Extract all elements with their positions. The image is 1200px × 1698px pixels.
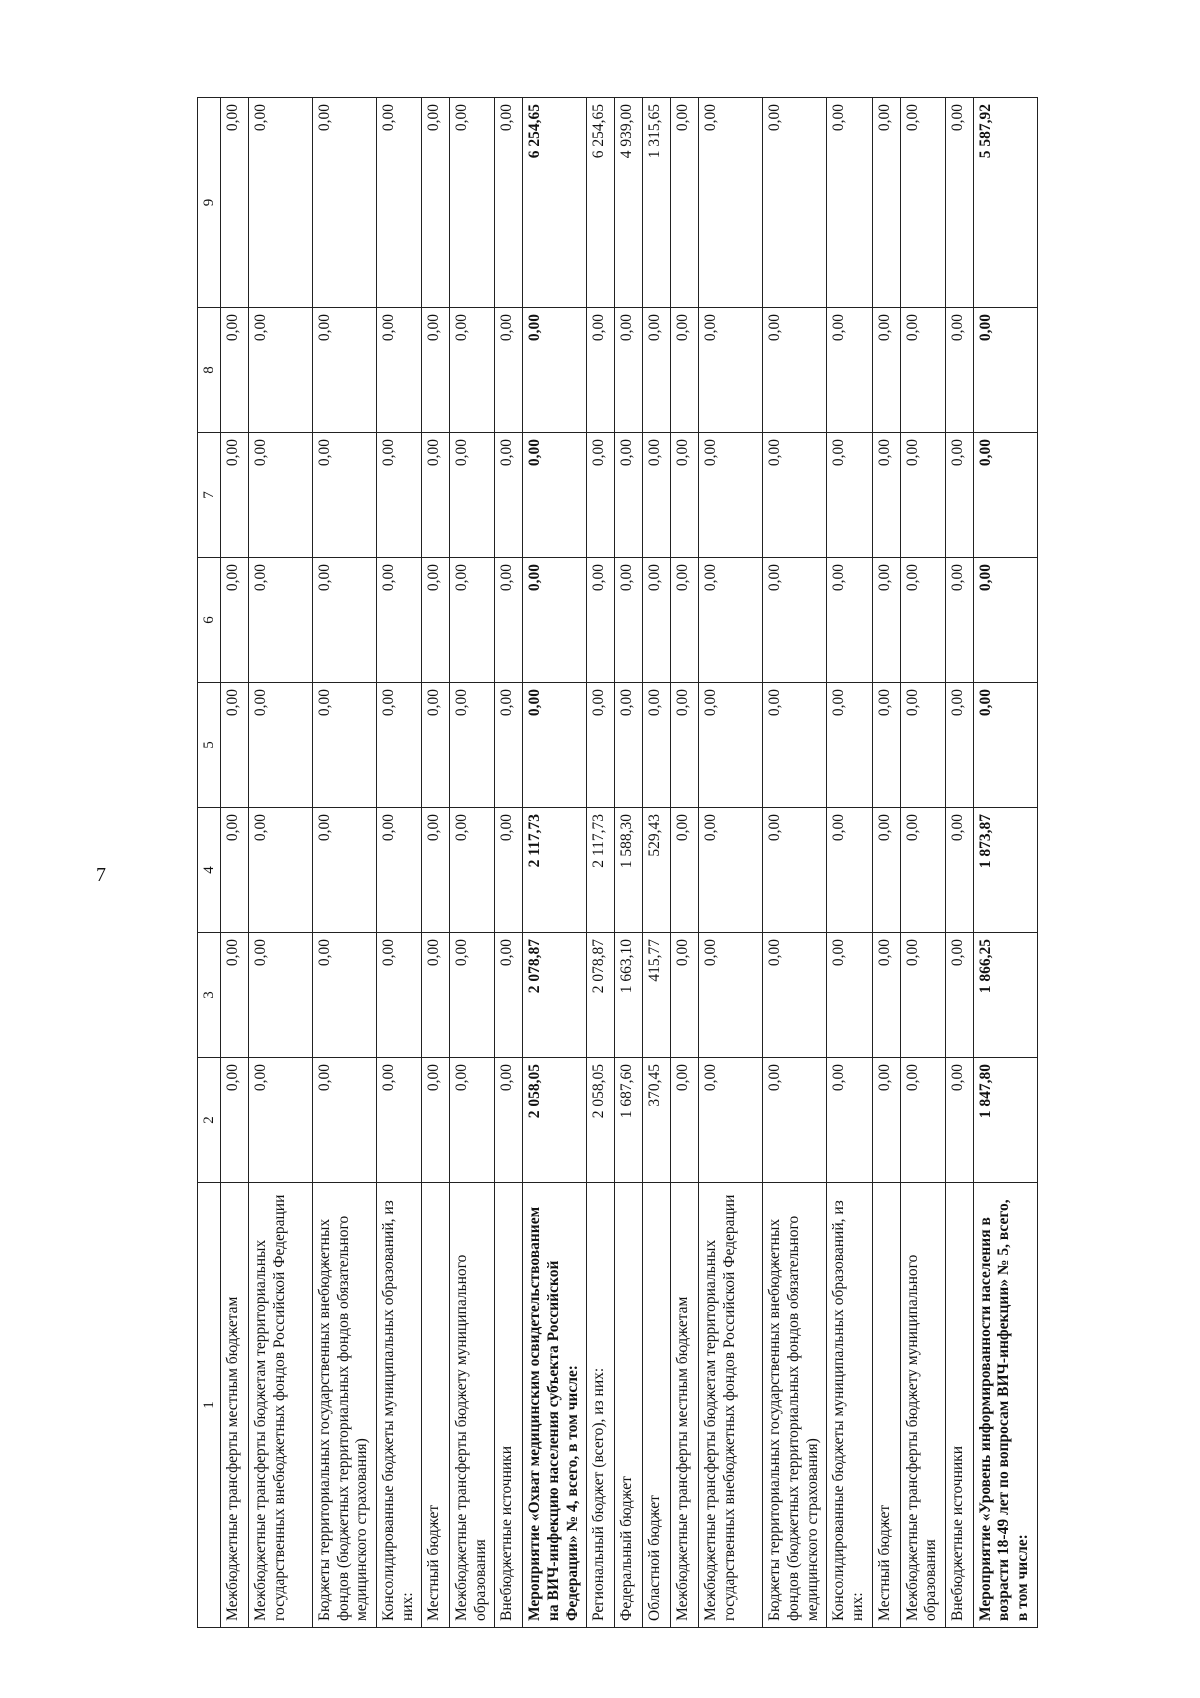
cell-value: 0,00 [377,933,422,1058]
cell-value: 4 939,00 [615,98,643,308]
cell-value: 0,00 [422,308,450,433]
row-label: Межбюджетные трансферты местным бюджетам [671,1183,699,1628]
table-row [643,98,671,1628]
cell-value: 0,00 [587,308,615,433]
cell-value: 0,00 [827,933,872,1058]
cell-value: 0,00 [763,98,827,308]
cell-value: 0,00 [900,98,945,308]
table-row [495,98,523,1628]
column-header: 2 [198,1058,221,1183]
cell-value: 0,00 [699,308,763,433]
cell-value: 0,00 [422,98,450,308]
cell-value: 0,00 [450,933,495,1058]
cell-value: 0,00 [900,683,945,808]
row-label: Бюджеты территориальных государственных внебюджетных фондов (бюджетных территориальных фондов обязательного медицинского страхования) [313,1183,377,1628]
cell-value: 0,00 [495,933,523,1058]
cell-value: 0,00 [221,683,249,808]
cell-value: 0,00 [945,98,973,308]
cell-value: 2 078,87 [523,933,587,1058]
cell-value: 0,00 [313,808,377,933]
cell-value: 0,00 [699,558,763,683]
column-header: 7 [198,433,221,558]
cell-value: 0,00 [377,308,422,433]
table-row [422,98,450,1628]
cell-value: 0,00 [221,308,249,433]
cell-value: 0,00 [450,433,495,558]
cell-value: 0,00 [699,808,763,933]
row-label: Межбюджетные трансферты бюджетам территориальных государственных внебюджетных фондов Российской Федерации [699,1183,763,1628]
cell-value: 0,00 [495,1058,523,1183]
cell-value: 0,00 [945,433,973,558]
cell-value: 0,00 [495,558,523,683]
table-row [872,98,900,1628]
cell-value: 0,00 [699,933,763,1058]
cell-value: 0,00 [699,1058,763,1183]
cell-value: 0,00 [699,683,763,808]
cell-value: 0,00 [450,98,495,308]
cell-value: 0,00 [763,433,827,558]
row-label: Межбюджетные трансферты бюджету муниципального образования [900,1183,945,1628]
cell-value: 0,00 [699,433,763,558]
cell-value: 0,00 [763,308,827,433]
cell-value: 0,00 [615,558,643,683]
cell-value: 0,00 [900,558,945,683]
column-header-row [198,98,221,1628]
cell-value: 0,00 [377,683,422,808]
cell-value: 0,00 [495,808,523,933]
cell-value: 0,00 [377,433,422,558]
cell-value: 0,00 [615,433,643,558]
cell-value: 0,00 [945,933,973,1058]
table-row [900,98,945,1628]
cell-value: 0,00 [249,98,313,308]
cell-value: 0,00 [671,558,699,683]
cell-value: 529,43 [643,808,671,933]
row-label: Местный бюджет [422,1183,450,1628]
row-label: Консолидированные бюджеты муниципальных образований, из них: [377,1183,422,1628]
cell-value: 0,00 [495,433,523,558]
row-label: Межбюджетные трансферты бюджетам территориальных государственных внебюджетных фондов Российской Федерации [249,1183,313,1628]
cell-value: 1 847,80 [973,1058,1037,1183]
column-header: 1 [198,1183,221,1628]
cell-value: 0,00 [643,558,671,683]
cell-value: 0,00 [827,1058,872,1183]
column-header: 8 [198,308,221,433]
cell-value: 0,00 [422,558,450,683]
column-header: 5 [198,683,221,808]
cell-value: 1 588,30 [615,808,643,933]
table-row [671,98,699,1628]
column-header: 9 [198,98,221,308]
cell-value: 0,00 [422,683,450,808]
cell-value: 1 873,87 [973,808,1037,933]
cell-value: 1 866,25 [973,933,1037,1058]
row-label: Межбюджетные трансферты бюджету муниципального образования [450,1183,495,1628]
cell-value: 6 254,65 [523,98,587,308]
table-row [587,98,615,1628]
cell-value: 0,00 [523,683,587,808]
cell-value: 0,00 [827,558,872,683]
cell-value: 0,00 [643,433,671,558]
cell-value: 0,00 [313,433,377,558]
cell-value: 0,00 [945,808,973,933]
cell-value: 0,00 [973,683,1037,808]
cell-value: 0,00 [671,933,699,1058]
cell-value: 0,00 [523,433,587,558]
cell-value: 0,00 [377,558,422,683]
cell-value: 0,00 [827,683,872,808]
row-label: Консолидированные бюджеты муниципальных образований, из них: [827,1183,872,1628]
table-row [827,98,872,1628]
cell-value: 0,00 [450,1058,495,1183]
cell-value: 0,00 [827,433,872,558]
cell-value: 0,00 [615,308,643,433]
cell-value: 0,00 [221,933,249,1058]
cell-value: 0,00 [827,98,872,308]
page-number: 7 [96,864,106,886]
row-label: Мероприятие «Уровень информированности населения в возрасти 18-49 лет по вопросам ВИЧ-инфекции» № 5, всего, в том числе: [973,1183,1037,1628]
cell-value: 0,00 [221,98,249,308]
cell-value: 0,00 [313,1058,377,1183]
table-row [313,98,377,1628]
cell-value: 0,00 [587,558,615,683]
cell-value: 0,00 [671,1058,699,1183]
row-label: Бюджеты территориальных государственных внебюджетных фондов (бюджетных территориальных фондов обязательного медицинского страхования) [763,1183,827,1628]
cell-value: 5 587,92 [973,98,1037,308]
table-row [249,98,313,1628]
cell-value: 0,00 [221,808,249,933]
column-header: 4 [198,808,221,933]
cell-value: 0,00 [377,808,422,933]
rotated-table-container [197,98,1097,1628]
row-label: Внебюджетные источники [495,1183,523,1628]
cell-value: 0,00 [495,98,523,308]
cell-value: 0,00 [313,683,377,808]
cell-value: 0,00 [872,933,900,1058]
table-row [523,98,587,1628]
cell-value: 0,00 [872,308,900,433]
cell-value: 0,00 [495,683,523,808]
cell-value: 0,00 [377,98,422,308]
cell-value: 0,00 [249,933,313,1058]
cell-value: 0,00 [671,808,699,933]
column-header: 3 [198,933,221,1058]
row-label: Местный бюджет [872,1183,900,1628]
cell-value: 0,00 [973,433,1037,558]
cell-value: 0,00 [587,433,615,558]
cell-value: 0,00 [872,558,900,683]
cell-value: 0,00 [872,808,900,933]
cell-value: 0,00 [872,683,900,808]
row-label: Федеральный бюджет [615,1183,643,1628]
cell-value: 2 117,73 [587,808,615,933]
cell-value: 0,00 [643,308,671,433]
cell-value: 0,00 [945,308,973,433]
cell-value: 0,00 [450,683,495,808]
cell-value: 0,00 [872,433,900,558]
cell-value: 0,00 [973,308,1037,433]
table-row [699,98,763,1628]
table-row [763,98,827,1628]
cell-value: 0,00 [422,808,450,933]
cell-value: 0,00 [313,98,377,308]
table-row [615,98,643,1628]
cell-value: 0,00 [377,1058,422,1183]
cell-value: 0,00 [450,808,495,933]
cell-value: 0,00 [643,683,671,808]
cell-value: 0,00 [945,1058,973,1183]
cell-value: 0,00 [763,1058,827,1183]
table-row [450,98,495,1628]
cell-value: 2 058,05 [523,1058,587,1183]
cell-value: 0,00 [827,308,872,433]
cell-value: 0,00 [671,433,699,558]
cell-value: 0,00 [313,933,377,1058]
row-label: Областной бюджет [643,1183,671,1628]
cell-value: 0,00 [249,308,313,433]
table-row [945,98,973,1628]
cell-value: 0,00 [249,558,313,683]
cell-value: 0,00 [900,808,945,933]
cell-value: 0,00 [422,933,450,1058]
cell-value: 0,00 [945,558,973,683]
cell-value: 0,00 [900,308,945,433]
cell-value: 0,00 [763,683,827,808]
cell-value: 0,00 [763,933,827,1058]
cell-value: 0,00 [900,1058,945,1183]
row-label: Внебюджетные источники [945,1183,973,1628]
cell-value: 0,00 [671,98,699,308]
cell-value: 415,77 [643,933,671,1058]
cell-value: 0,00 [900,933,945,1058]
cell-value: 0,00 [872,98,900,308]
budget-table [197,97,1038,1628]
cell-value: 2 058,05 [587,1058,615,1183]
cell-value: 0,00 [945,683,973,808]
cell-value: 1 315,65 [643,98,671,308]
cell-value: 0,00 [671,683,699,808]
cell-value: 0,00 [249,1058,313,1183]
cell-value: 1 687,60 [615,1058,643,1183]
cell-value: 0,00 [249,808,313,933]
cell-value: 0,00 [249,433,313,558]
cell-value: 0,00 [587,683,615,808]
cell-value: 0,00 [313,558,377,683]
cell-value: 0,00 [313,308,377,433]
row-label: Региональный бюджет (всего), из них: [587,1183,615,1628]
cell-value: 6 254,65 [587,98,615,308]
cell-value: 0,00 [422,433,450,558]
table-row [973,98,1037,1628]
cell-value: 0,00 [221,433,249,558]
cell-value: 0,00 [763,808,827,933]
cell-value: 0,00 [671,308,699,433]
cell-value: 370,45 [643,1058,671,1183]
cell-value: 0,00 [827,808,872,933]
row-label: Мероприятие «Охват медицинским освидетельствованием на ВИЧ-инфекцию населения субъекта Российской Федерации» № 4, всего, в том числе: [523,1183,587,1628]
cell-value: 0,00 [450,558,495,683]
cell-value: 0,00 [872,1058,900,1183]
cell-value: 0,00 [221,1058,249,1183]
cell-value: 0,00 [495,308,523,433]
cell-value: 0,00 [699,98,763,308]
table-body [221,98,1038,1628]
cell-value: 2 078,87 [587,933,615,1058]
table-row [377,98,422,1628]
table-row [221,98,249,1628]
cell-value: 2 117,73 [523,808,587,933]
cell-value: 0,00 [450,308,495,433]
cell-value: 0,00 [615,683,643,808]
cell-value: 0,00 [973,558,1037,683]
cell-value: 0,00 [221,558,249,683]
cell-value: 0,00 [422,1058,450,1183]
column-header: 6 [198,558,221,683]
cell-value: 0,00 [523,308,587,433]
row-label: Межбюджетные трансферты местным бюджетам [221,1183,249,1628]
cell-value: 0,00 [763,558,827,683]
cell-value: 1 663,10 [615,933,643,1058]
cell-value: 0,00 [249,683,313,808]
cell-value: 0,00 [900,433,945,558]
cell-value: 0,00 [523,558,587,683]
